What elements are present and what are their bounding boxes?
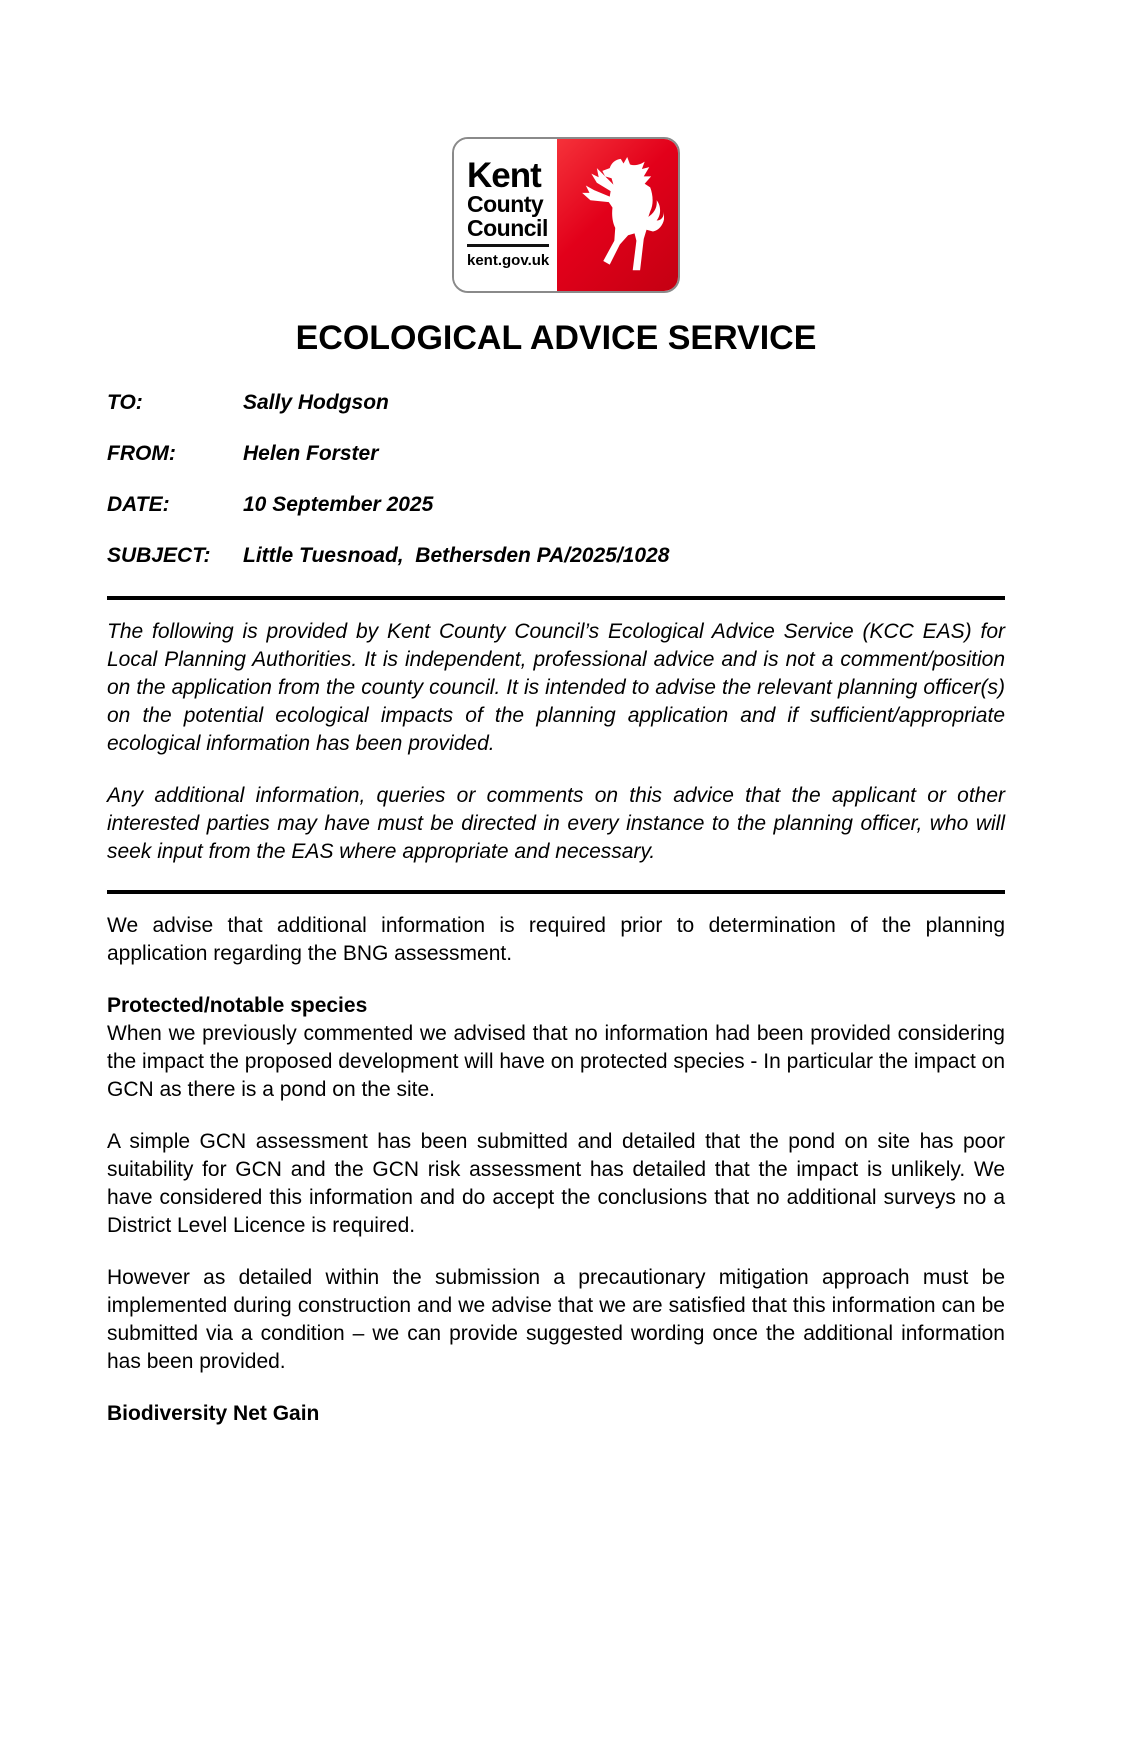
letter-body	[107, 319, 1005, 1428]
memo-label-from: FROM:	[107, 442, 176, 465]
memo-row-from	[107, 441, 1005, 467]
memo-row-date	[107, 492, 1005, 518]
mitigation-paragraph: However as detailed within the submission a precautionary mitigation approach must be implemented during construction and we advise that we are satisfied that this information can be submitted via a condition – we can provide suggested wording once the additional information has been provided.	[107, 1266, 1005, 1373]
divider-bottom	[107, 890, 1005, 894]
memo-label-to: TO:	[107, 391, 143, 414]
memo-value-from: Helen Forster	[243, 442, 379, 465]
memo-label-date: DATE:	[107, 493, 170, 516]
kcc-logo-text-panel	[454, 139, 557, 291]
protected-species-paragraph: When we previously commented we advised that no information had been provided considering the impact the proposed development will have on protected species - In particular the impact on GCN as there is a pond on the site.	[107, 1022, 1005, 1101]
document-page	[0, 137, 1132, 1737]
page-title: ECOLOGICAL ADVICE SERVICE	[295, 319, 817, 357]
memo-value-subject: Little Tuesnoad, Bethersden PA/2025/1028	[243, 544, 670, 567]
section-heading-biodiversity-net-gain: Biodiversity Net Gain	[107, 1402, 320, 1425]
logo-text-url: kent.gov.uk	[467, 251, 550, 269]
logo-text-council: Council	[467, 216, 549, 247]
logo-text-kent: Kent	[467, 155, 541, 195]
memo-label-subject: SUBJECT:	[107, 544, 211, 567]
invicta-horse-icon	[572, 153, 664, 277]
logo-text-county: County	[467, 190, 544, 217]
memo-row-subject	[107, 543, 1005, 569]
kcc-logo-emblem-panel	[557, 139, 678, 291]
kcc-logo	[452, 137, 680, 293]
gcn-assessment-paragraph: A simple GCN assessment has been submitted and detailed that the pond on site has poor suitability for GCN and the GCN risk assessment has detailed that the impact is unlikely. We have considered this information and do accept the conclusions that no additional surveys no a District Level Licence is required.	[107, 1130, 1005, 1237]
memo-value-to: Sally Hodgson	[243, 391, 389, 414]
section-heading-protected-species: Protected/notable species	[107, 994, 368, 1017]
disclaimer-paragraph-1: The following is provided by Kent County Council’s Ecological Advice Service (KCC EAS) for Local Planning Authorities. It is independent, professional advice and is not a comment/position on the application from the county council. It is intended to advise the relevant planning officer(s) on the potential ecological impacts of the planning application and if sufficient/appropriate ecological information has been provided.	[107, 620, 1005, 755]
memo-header	[107, 390, 1005, 569]
divider-top	[107, 596, 1005, 600]
disclaimer-paragraph-2: Any additional information, queries or comments on this advice that the applicant or other interested parties may have must be directed in every instance to the planning officer, who will seek input from the EAS where appropriate and necessary.	[107, 784, 1005, 863]
memo-row-to	[107, 390, 1005, 416]
memo-value-date: 10 September 2025	[243, 493, 434, 516]
advice-intro-paragraph: We advise that additional information is required prior to determination of the planning application regarding the BNG assessment.	[107, 914, 1005, 965]
